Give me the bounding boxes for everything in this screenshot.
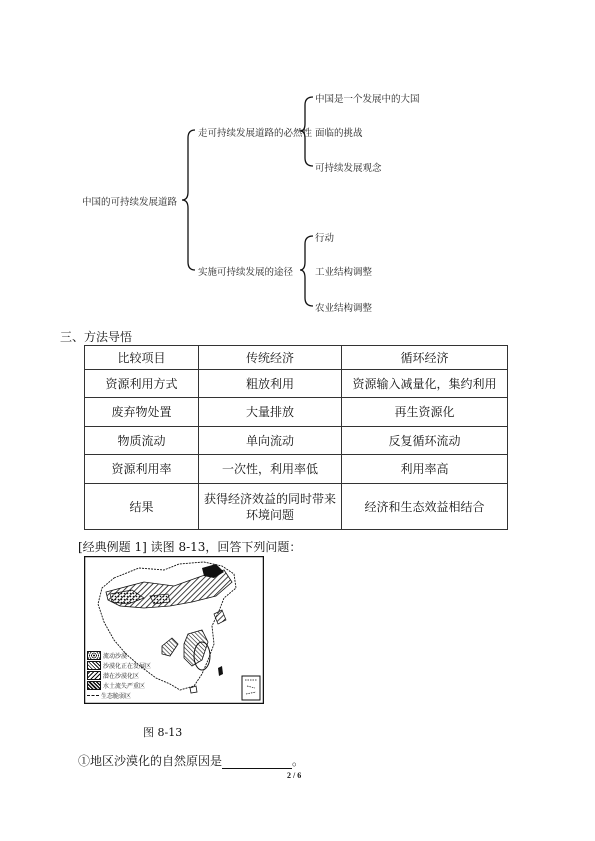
- mind-map-root: 中国的可持续发展道路: [82, 197, 178, 208]
- page-number: 2 / 6: [287, 771, 302, 780]
- mind-map-brackets: [0, 0, 595, 330]
- table-cell: 资源利用率: [85, 455, 199, 484]
- legend-label: 潜在沙漠化区: [103, 673, 140, 680]
- table-cell: 粗放利用: [199, 370, 342, 398]
- mind-map-leaf: 工业结构调整: [315, 267, 373, 278]
- legend-item: [87, 670, 179, 680]
- table-header-cell: 传统经济: [199, 346, 342, 370]
- table-row: [85, 398, 508, 427]
- legend-label: 流动沙漠: [103, 653, 128, 660]
- table-cell: 结果: [85, 484, 199, 530]
- legend-label: 沙漠化正在发展区: [103, 663, 152, 670]
- table-cell: 资源输入减量化，集约利用: [342, 370, 508, 398]
- table-cell: 一次性，利用率低: [199, 455, 342, 484]
- table-cell: 单向流动: [199, 427, 342, 455]
- table-row: [85, 427, 508, 455]
- mind-map-leaf: 中国是一个发展中的大国: [315, 94, 420, 105]
- table-cell: 反复循环流动: [342, 427, 508, 455]
- section-title: 三、方法导悟: [60, 330, 133, 344]
- table-header-cell: 循环经济: [342, 346, 508, 370]
- mind-map-leaf: 面临的挑战: [315, 128, 363, 139]
- table-cell: 资源利用方式: [85, 370, 199, 398]
- table-row: [85, 370, 508, 398]
- legend-swatch: [87, 681, 101, 690]
- figure-caption: 图 8-13: [143, 726, 183, 739]
- table-cell: 废弃物处置: [85, 398, 199, 427]
- mind-map-branch-necessity: 走可持续发展道路的必然性: [198, 128, 313, 139]
- table-row: [85, 484, 508, 530]
- question-end: 。: [292, 754, 305, 768]
- table-cell: 利用率高: [342, 455, 508, 484]
- legend-swatch: [87, 695, 99, 696]
- comparison-table: [84, 345, 508, 530]
- table-row: [85, 455, 508, 484]
- table-header-row: [85, 346, 508, 370]
- table-cell: 物质流动: [85, 427, 199, 455]
- legend-item: [87, 660, 179, 670]
- mind-map-leaf: 行动: [315, 233, 335, 244]
- question-line: [78, 752, 304, 769]
- legend-label: 水土流失严重区: [103, 683, 146, 690]
- legend-swatch: [87, 651, 101, 660]
- mind-map-branch-approach: 实施可持续发展的途径: [198, 267, 294, 278]
- desertification-map: [84, 556, 264, 704]
- legend-item: [87, 690, 179, 700]
- table-cell: 大量排放: [199, 398, 342, 427]
- table-cell: 再生资源化: [342, 398, 508, 427]
- table-header-cell: 比较项目: [85, 346, 199, 370]
- mind-map-leaf: 可持续发展观念: [315, 163, 382, 174]
- mind-map-leaf: 农业结构调整: [315, 303, 373, 314]
- map-legend: [87, 650, 179, 700]
- table-cell: 经济和生态效益相结合: [342, 484, 508, 530]
- example-heading: [经典例题 1] 读图 8-13，回答下列问题：: [78, 540, 302, 554]
- legend-item: [87, 650, 179, 660]
- question-text: ①地区沙漠化的自然原因是: [78, 754, 223, 768]
- answer-blank[interactable]: [222, 756, 292, 769]
- legend-swatch: [87, 661, 101, 670]
- table-cell: 获得经济效益的同时带来环境问题: [199, 484, 342, 530]
- legend-label: 生态脆弱区: [101, 693, 132, 700]
- legend-swatch: [87, 671, 101, 680]
- legend-item: [87, 680, 179, 690]
